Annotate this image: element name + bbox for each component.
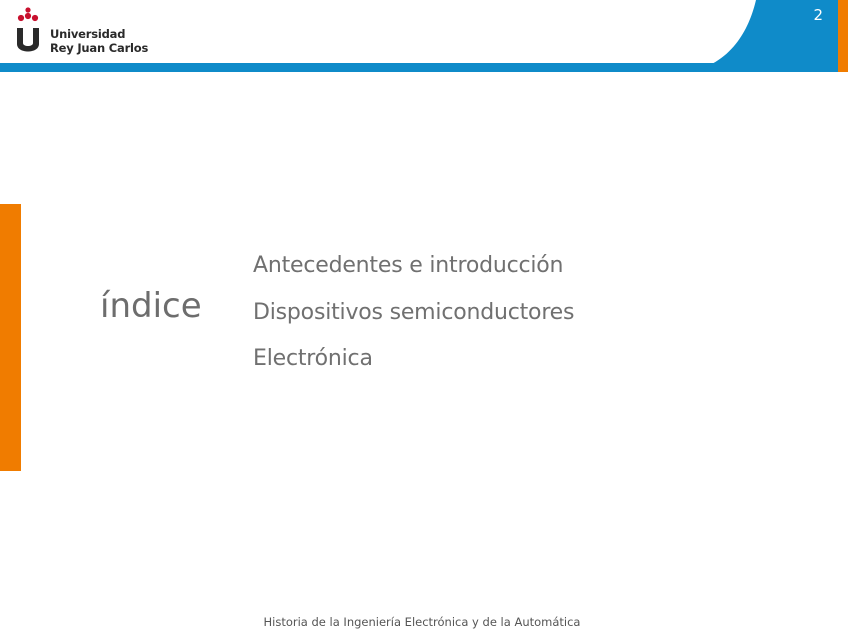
university-logo (14, 6, 154, 58)
slide-number: 2 (813, 6, 823, 24)
header-orange-accent (838, 0, 848, 72)
slide-footer (0, 615, 848, 629)
side-accent-bar (0, 204, 21, 471)
footer-text: Historia de la Ingeniería Electrónica y de la Automática (263, 615, 581, 629)
urjc-emblem-icon (14, 6, 48, 56)
university-name (50, 27, 148, 55)
agenda-item: Antecedentes e introducción (253, 253, 564, 278)
agenda-item: Electrónica (253, 346, 373, 371)
logo-line-1: Universidad (50, 27, 126, 41)
agenda-list (253, 250, 574, 390)
agenda-item: Dispositivos semiconductores (253, 299, 575, 325)
logo-line-2: Rey Juan Carlos (50, 41, 149, 55)
slide-title: índice (100, 286, 202, 326)
